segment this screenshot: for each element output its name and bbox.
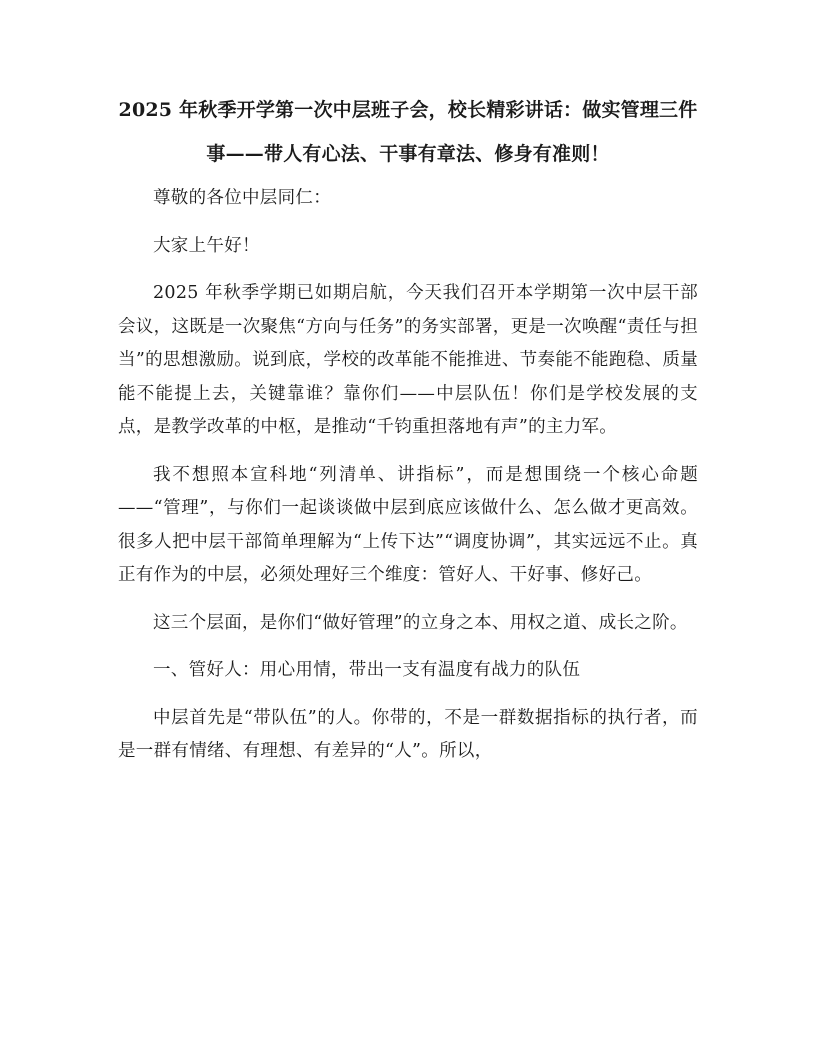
paragraph-summary: 这三个层面，是你们“做好管理”的立身之本、用权之道、成长之阶。 (153, 612, 688, 633)
salutation: 尊敬的各位中层同仁： (153, 188, 331, 208)
paragraph-intro: 2025 年秋季学期已如期启航，今天我们召开本学期第一次中层干部会议，这既是一次聚焦“方向与任务”的务实部署，更是一次唤醒“责任与担当”的思想激励。说到底，学校的改革能不能推进、节奏能不能跑稳、质量能不能提上去，关键靠谁？靠你们——中层队伍！你们是学校发展的支点，是教学改革的中枢，是推动“千钧重担落地有声”的主力军。 (118, 283, 698, 437)
document-page (118, 88, 698, 783)
section-heading-1: 一、管好人：用心用情，带出一支有温度有战力的队伍 (153, 660, 581, 680)
paragraph-theme: 我不想照本宣科地“列清单、讲指标”，而是想围绕一个核心命题——“管理”，与你们一起谈谈做中层到底应该做什么、怎么做才更高效。很多人把中层干部简单理解为“上传下达”“调度协调”，其实远远不止。真正有作为的中层，必须处理好三个维度：管好人、干好事、修好己。 (118, 464, 698, 585)
greeting: 大家上午好！ (153, 235, 260, 256)
document-title: 2025 年秋季开学第一次中层班子会，校长精彩讲话：做实管理三件事——带人有心法、干事有章法、修身有准则！ (118, 99, 698, 165)
paragraph-section-1: 中层首先是“带队伍”的人。你带的，不是一群数据指标的执行者，而是一群有情绪、有理想、有差异的“人”。所以， (118, 707, 698, 761)
